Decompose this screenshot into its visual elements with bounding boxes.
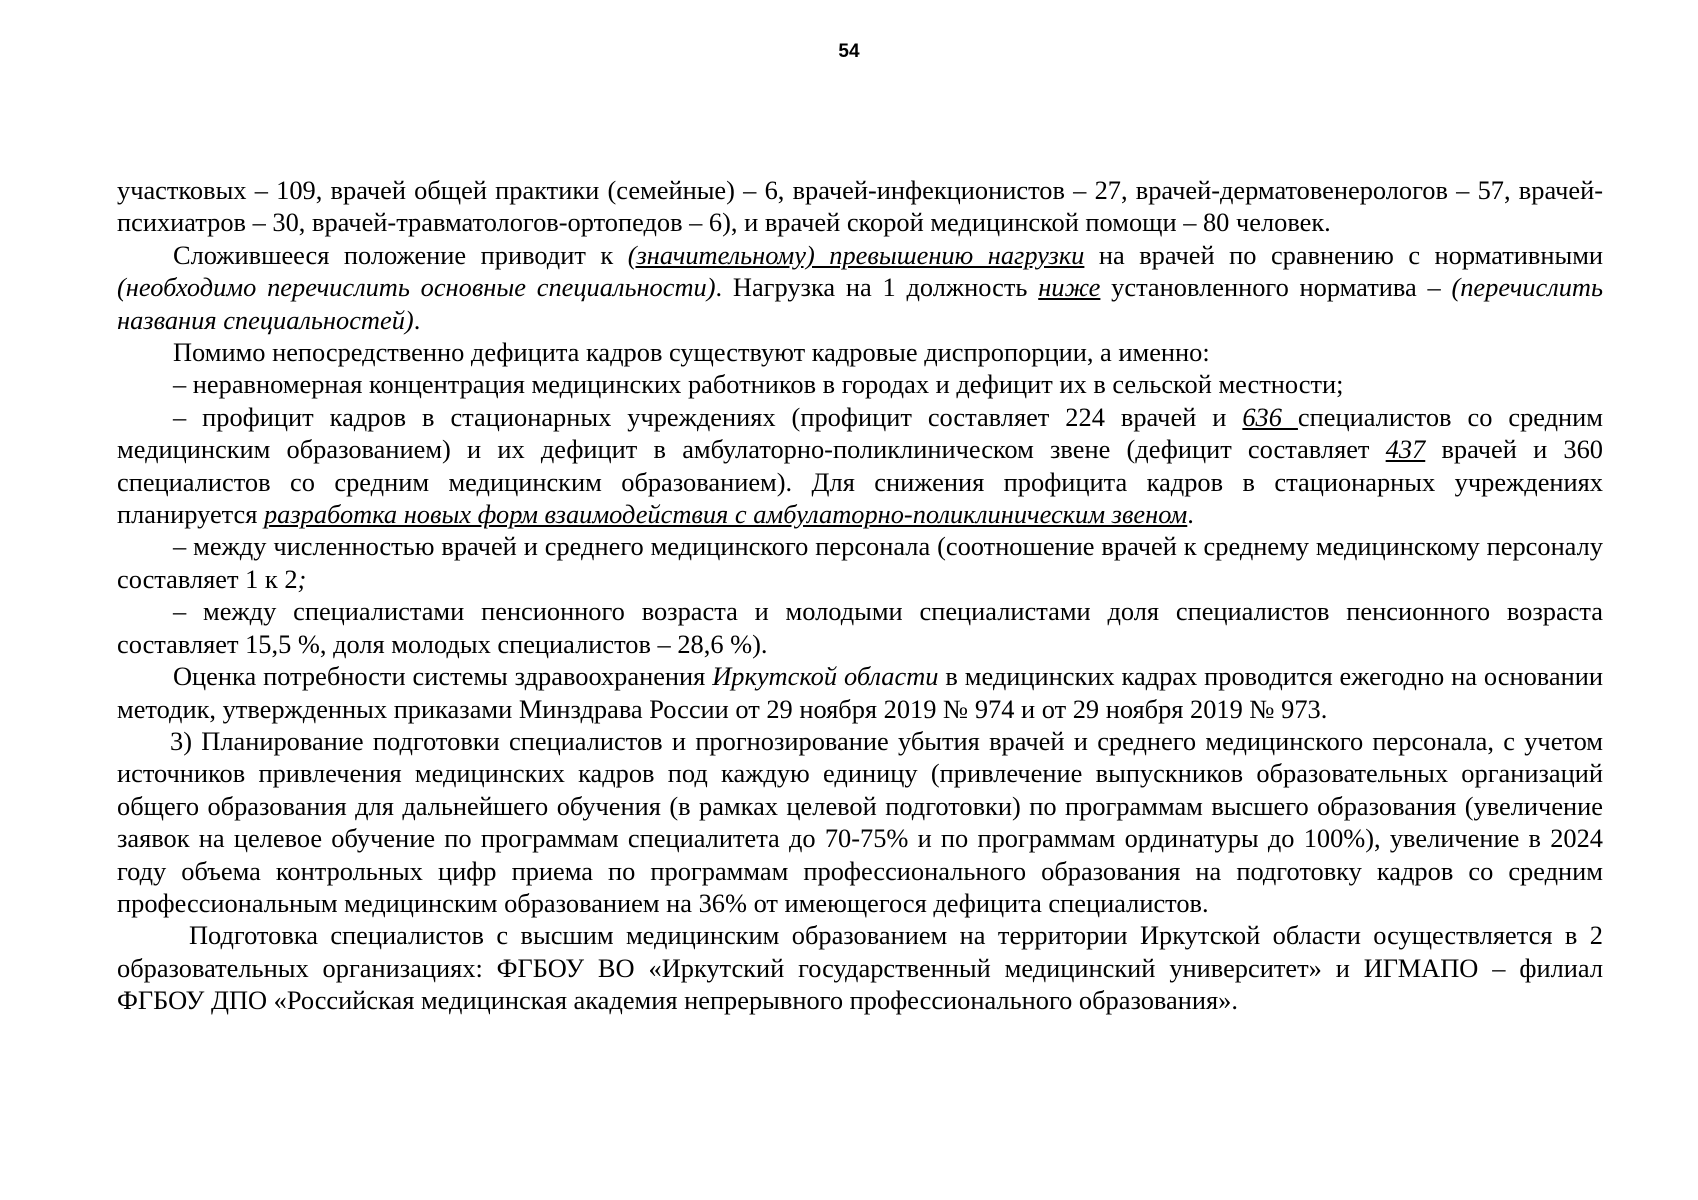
text-segment: .: [1187, 499, 1194, 530]
text-segment: Сложившееся положение приводит к: [173, 239, 628, 270]
paragraph-higher-education: Подготовка специалистов с высшим медицинским образованием на территории Иркутской области осуществляется в 2 образовательных организациях: ФГБОУ ВО «Иркутский государственный медицинский университет» и ИГМАПО – филиал ФГБОУ ДПО «Российская медицинская академия непрерывного профессионального образования».: [117, 920, 1603, 1016]
paragraph-needs-assessment: [117, 660, 1603, 725]
italic-region: Иркутской области: [712, 661, 939, 692]
page-number: 54: [838, 41, 860, 62]
italic-placeholder: (перечислить названия специальностей): [117, 272, 1603, 335]
text-segment: – между численностью врачей и среднего медицинского персонала (соотношение врачей к среднему медицинскому персоналу составляет 1 к 2: [117, 531, 1603, 594]
italic-placeholder: (необходимо перечислить основные специальности): [117, 272, 716, 303]
text-segment: Оценка потребности системы здравоохранения: [173, 661, 713, 692]
paragraph-workload: [117, 239, 1603, 336]
paragraph-disproportions-intro: Помимо непосредственно дефицита кадров существуют кадровые диспропорции, а именно:: [173, 337, 1210, 368]
text-segment: на врачей по сравнению с нормативными: [1084, 239, 1604, 270]
document-body: [117, 174, 1603, 1017]
text-segment: в медицинских кадрах проводится ежегодно на основании методик, утвержденных приказами Минздрава России от 29 ноября 2019 № 974 и от 29 ноября 2019 № 973.: [117, 661, 1603, 724]
text-segment: установленного норматива –: [1100, 272, 1452, 303]
highlighted-number: 636: [1242, 401, 1298, 432]
highlighted-phrase: разработка новых форм взаимодействия с амбулаторно-поликлиническим звеном: [263, 499, 1188, 530]
highlighted-number: 437: [1385, 434, 1426, 465]
text-segment: специалистов со средним медицинским образованием) и их дефицит в амбулаторно-поликлиническом звене (дефицит составляет: [117, 401, 1604, 465]
text-segment: врачей и 360 специалистов со средним медицинским образованием). Для снижения профицита кадров в стационарных учреждениях планируется: [117, 434, 1603, 530]
list-item-staff-ratio: [117, 530, 1603, 595]
highlighted-word: ниже: [1038, 272, 1101, 303]
list-item-rural-deficit: – неравномерная концентрация медицинских работников в городах и дефицит их в сельской местности;: [173, 369, 1344, 400]
text-segment: .: [413, 304, 421, 335]
paragraph-staffing-figures: участковых – 109, врачей общей практики (семейные) – 6, врачей-инфекционистов – 27, врачей-дерматовенерологов – 57, врачей-психиатров – 30, врачей-травматологов-ортопедов – 6), и врачей скорой медицинской помощи – 80 человек.: [117, 175, 1603, 238]
paragraph-training-planning: 3) Планирование подготовки специалистов и прогнозирование убытия врачей и среднего медицинского персонала, с учетом источников привлечения медицинских кадров под каждую единицу (привлечение выпускников образовательных организаций общего образования для дальнейшего обучения (в рамках целевой подготовки) по программам высшего образования (увеличение заявок на целевое обучение по программам специалитета до 70-75% и по программам ординатуры до 100%), увеличение в 2024 году объема контрольных цифр приема по программам профессионального образования на подготовку кадров со средним профессиональным медицинским образованием на 36% от имеющегося дефицита специалистов.: [117, 725, 1603, 918]
highlighted-phrase: (значительному) превышению нагрузки: [627, 239, 1085, 270]
italic-punctuation: ;: [297, 563, 307, 594]
list-item-hospital-surplus: [117, 401, 1603, 531]
text-segment: . Нагрузка на 1 должность: [715, 272, 1039, 303]
text-segment: – профицит кадров в стационарных учреждениях (профицит составляет 224 врачей и: [173, 401, 1243, 432]
list-item-age-structure: – между специалистами пенсионного возраста и молодыми специалистами доля специалистов пенсионного возраста составляет 15,5 %, доля молодых специалистов – 28,6 %).: [117, 596, 1603, 659]
